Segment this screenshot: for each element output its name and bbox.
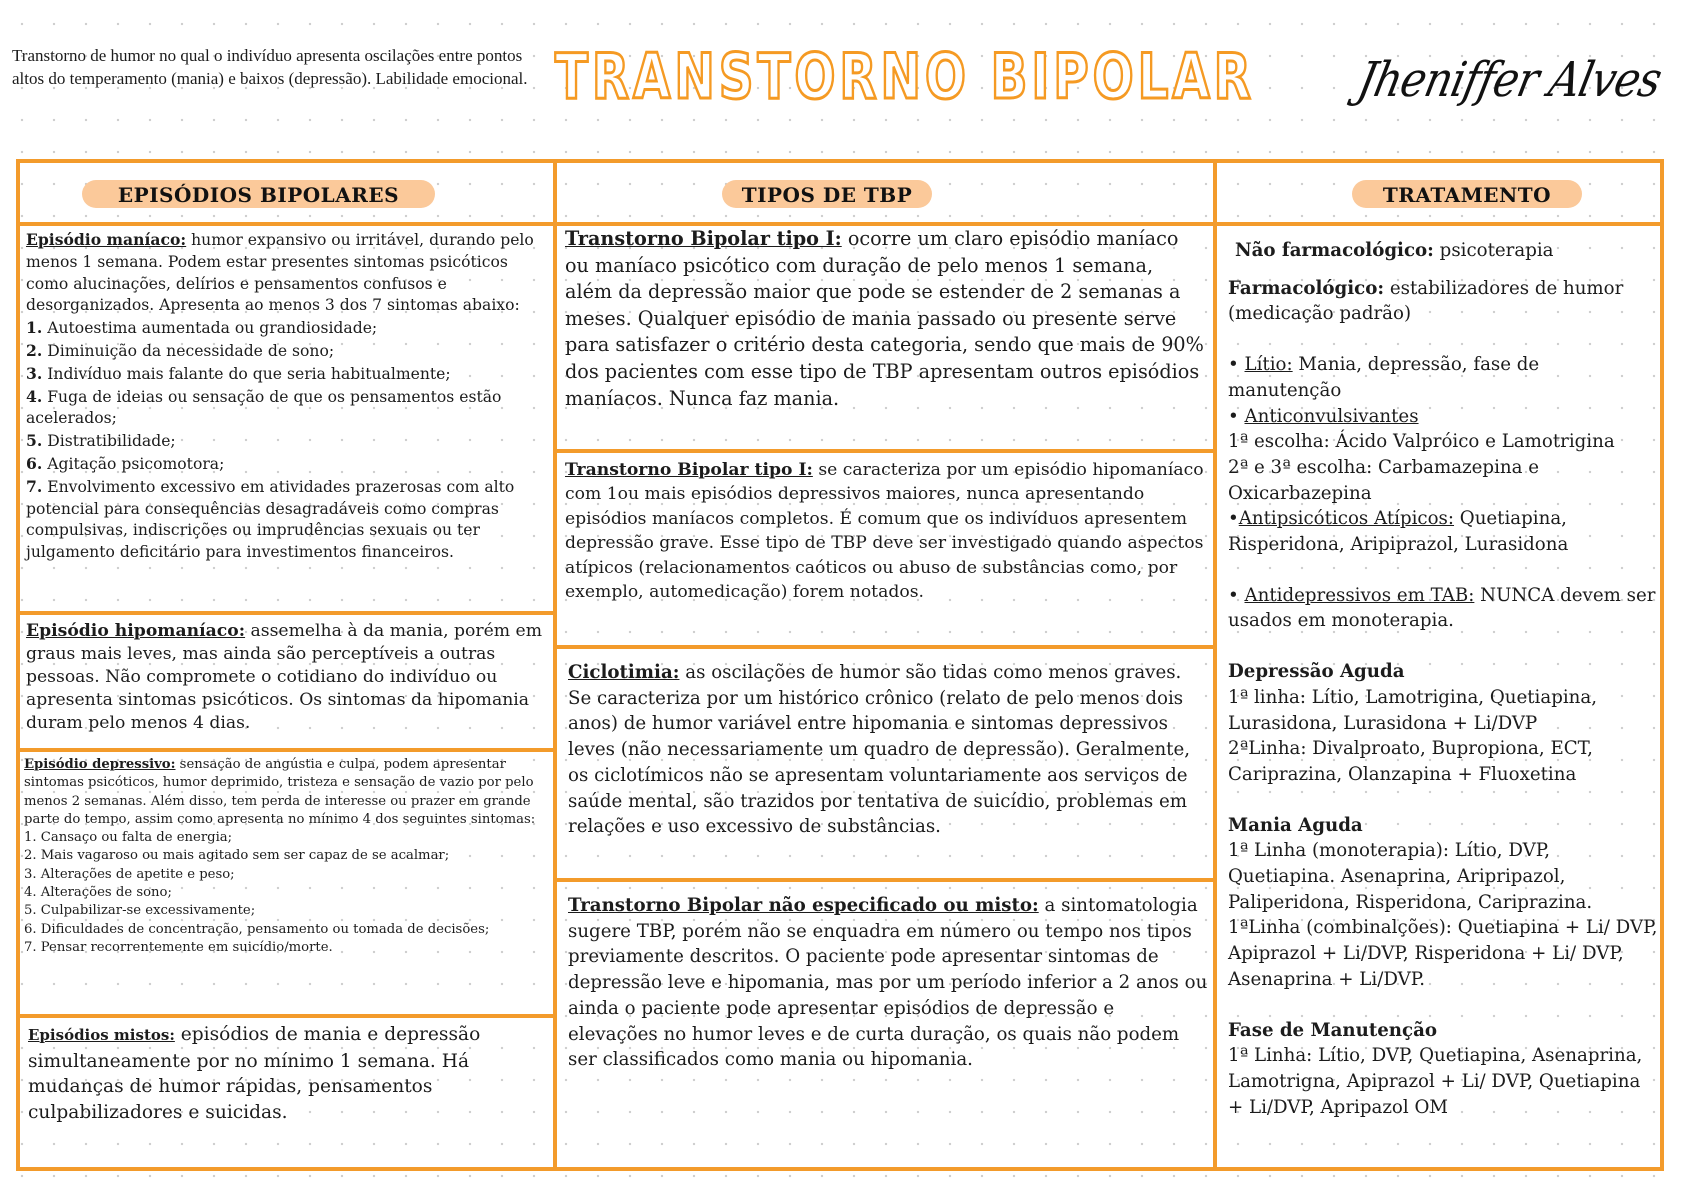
- episode-text: sensação de angústia e culpa, podem apresentar sintomas psicóticos, humor deprimido, tristeza e sensação de vazio por pelo menos 2 semanas. Além disso, tem perda de interesse ou prazer em grande parte do tempo, assim como apresenta no mínimo 4 dos seguintes sintomas:: [24, 757, 536, 827]
- episode-text: assemelha à da mania, porém em graus mais leves, mas ainda são perceptíveis a outras pessoas. Não compromete o cotidiano do indivíduo ou apresenta sintomas psicóticos. Os sintomas da hipomania duram pelo menos 4 dias.: [26, 621, 543, 733]
- list-number: 5.: [26, 431, 43, 451]
- subsection-title: Fase de Manutenção: [1228, 1019, 1438, 1041]
- list-number: 4.: [26, 386, 43, 406]
- treatment-line: 1ª linha: Lítio, Lamotrigina, Quetiapina, Lurasidona, Lurasidona + Li/DVP: [1228, 686, 1598, 734]
- drug-class-label: Anticonvulsivantes: [1244, 405, 1419, 427]
- episode-label: Episódio maníaco:: [26, 230, 187, 249]
- treatment-text: Mania, depressão, fase de manutenção: [1228, 354, 1540, 401]
- column-header-tratamento: TRATAMENTO: [1352, 180, 1582, 208]
- list-item: 4. Alterações de sono;: [24, 885, 172, 901]
- treatment-line: 1ª Linha (monoterapia): Lítio, DVP, Quetiapina. Asenaprina, Aripripazol, Paliperidona, Risperidona, Cariprazina.: [1228, 840, 1593, 913]
- column-divider: [553, 159, 557, 1171]
- episode-text: humor expansivo ou irritável, durando pelo menos 1 semana. Podem estar presentes sintomas psicóticos como alucinações, delírios e pensamentos confusos e desorganizados. Apresenta ao menos 3 dos 7 sintomas abaixo:: [26, 231, 534, 315]
- treatment-text: NUNCA devem ser usados em monoterapia.: [1228, 584, 1656, 632]
- list-item: Distratibilidade;: [42, 432, 176, 451]
- list-item: 6. Dificuldades de concentração, pensamento ou tomada de decisões;: [24, 921, 490, 937]
- list-item: Autoestima aumentada ou grandiosidade;: [42, 319, 378, 338]
- row-divider: [16, 611, 555, 615]
- row-divider: [553, 449, 1217, 453]
- episode-text: episódios de mania e depressão simultaneamente por no mínimo 1 semana. Há mudanças de humor rápidas, pensamentos culpabilizadores e suicidas.: [28, 1024, 481, 1123]
- list-item: 3. Alterações de apetite e peso;: [24, 866, 235, 882]
- list-item: 7. Pensar recorrentemente em suicídio/morte.: [24, 939, 333, 955]
- episode-depressive: [24, 756, 550, 957]
- episode-label: Episódios mistos:: [28, 1026, 175, 1044]
- drug-class-label: Antipsicóticos Atípicos:: [1238, 508, 1455, 530]
- column-header-tipos: TIPOS DE TBP: [722, 180, 932, 208]
- subsection-title: Mania Aguda: [1228, 814, 1363, 836]
- type-label: Ciclotimia:: [568, 662, 680, 683]
- subsection-title: Depressão Aguda: [1228, 661, 1405, 683]
- type-label: Transtorno Bipolar tipo I:: [565, 227, 842, 250]
- treatment-line: 1ª Linha: Lítio, DVP, Quetiapina, Asenaprina, Lamotrigna, Apiprazol + Li/ DVP, Quetiapina + Li/DVP, Apripazol OM: [1228, 1045, 1643, 1118]
- treatment-text: estabilizadores de humor (medicação padrão): [1228, 277, 1624, 325]
- type-text: as oscilações de humor são tidas como menos graves. Se caracteriza por um histórico crônico (relato de pelo menos dois anos) de humor variável entre hipomania e sintomas depressivos leves (não necessariamente um quadro de depressão). Geralmente, os ciclotímicos não se apresentam voluntariamente aos serviços de saúde mental, são trazidos por tentativa de suicídio, problemas em relações e uso excessivo de substâncias.: [568, 662, 1191, 838]
- list-item: 1. Cansaço ou falta de energia;: [24, 830, 233, 846]
- list-number: 3.: [26, 363, 43, 383]
- list-number: 7.: [26, 476, 43, 496]
- column-divider: [1213, 159, 1217, 1171]
- treatment-text: psicoterapia: [1433, 240, 1554, 261]
- list-item: Indivíduo mais falante do que seria habitualmente;: [42, 364, 451, 383]
- episode-label: Episódio depressivo:: [24, 757, 176, 772]
- drug-class-label: Antidepressivos em TAB:: [1244, 584, 1475, 606]
- type-unspecified: [568, 893, 1208, 1073]
- type-cyclothymia: [568, 660, 1208, 840]
- list-number: 1.: [26, 318, 43, 338]
- row-divider: [553, 645, 1217, 649]
- list-item: Agitação psicomotora;: [42, 454, 225, 473]
- treatment-line: 2ª e 3ª escolha: Carbamazepina e Oxicarbazepina: [1228, 456, 1539, 504]
- bullet: •: [1228, 584, 1245, 606]
- treatment-section: [1228, 238, 1658, 1120]
- type-text: a sintomatologia sugere TBP, porém não se enquadra em número ou tempo nos tipos previamente descritos. O paciente pode apresentar sintomas de depressão leve e hipomania, mas por um período inferior a 2 anos ou ainda o paciente pode apresentar episódios de depressão e elevações no humor leves e de curta duração, os quais não podem ser classificados como mania ou hipomania.: [568, 895, 1208, 1071]
- list-number: 6.: [26, 453, 43, 473]
- bullet: •: [1228, 354, 1245, 376]
- row-divider: [16, 748, 555, 752]
- list-item: 2. Mais vagaroso ou mais agitado sem ser capaz de se acalmar;: [24, 848, 450, 864]
- list-item: Envolvimento excessivo em atividades prazerosas com alto potencial para consequências desagradáveis como compras compulsivas, indiscrições ou imprudências sexuais ou ter julgamento deficitário para investimentos financeiros.: [26, 477, 515, 562]
- type-bipolar-2: [565, 458, 1207, 604]
- list-item: Fuga de ideias ou sensação de que os pensamentos estão acelerados;: [26, 387, 502, 428]
- bullet: •: [1228, 405, 1245, 427]
- treatment-label: Não farmacológico:: [1235, 240, 1434, 261]
- type-bipolar-1: [565, 226, 1205, 412]
- type-text: se caracteriza por um episódio hipomaníaco com 1ou mais episódios depressivos maiores, nunca apresentando episódios maníacos completos. É comum que os indivíduos apresentem depressão grave. Esse tipo de TBP deve ser investigado quando aspectos atípicos (relacionamentos caóticos ou abuso de substâncias como, por exemplo, automedicação) forem notados.: [565, 460, 1204, 603]
- page-title: TRANSTORNO BIPOLAR: [555, 40, 1255, 113]
- list-number: 2.: [26, 340, 43, 360]
- treatment-line: 2ªLinha: Divalproato, Bupropiona, ECT, Cariprazina, Olanzapina + Fluoxetina: [1228, 738, 1593, 785]
- column-header-episodios: EPISÓDIOS BIPOLARES: [82, 180, 435, 208]
- treatment-label: Farmacológico:: [1228, 277, 1385, 299]
- episode-label: Episódio hipomaníaco:: [26, 621, 246, 641]
- drug-class-label: Lítio:: [1244, 354, 1293, 376]
- list-item: 5. Culpabilizar-se excessivamente;: [24, 903, 256, 919]
- intro-text: Transtorno de humor no qual o indivíduo apresenta oscilações entre pontos altos do temperamento (mania) e baixos (depressão). Labilidade emocional.: [12, 46, 528, 88]
- row-divider: [16, 1014, 555, 1018]
- episode-mixed: [28, 1022, 548, 1125]
- list-item: Diminuição da necessidade de sono;: [42, 341, 335, 360]
- row-divider: [553, 878, 1217, 882]
- author-signature: Jheniffer Alves: [1353, 52, 1667, 108]
- type-label: Transtorno Bipolar tipo I:: [565, 460, 813, 480]
- type-text: ocorre um claro episódio maníaco ou maníaco psicótico com duração de pelo menos 1 semana, além da depressão maior que pode se estender de 2 semanas a meses. Qualquer episódio de mania passado ou presente serve para satisfazer o critério desta categoria, sendo que mais de 90% dos pacientes com esse tipo de TBP apresentam outros episódios maníacos. Nunca faz mania.: [565, 227, 1204, 410]
- episode-hypomaniac: [26, 620, 548, 735]
- treatment-text: Quetiapina, Risperidona, Aripiprazol, Lurasidona: [1228, 508, 1569, 556]
- treatment-line: 1ª escolha: Ácido Valpróico e Lamotrigina: [1228, 431, 1615, 453]
- bullet: •: [1228, 508, 1239, 530]
- episode-maniac: [26, 229, 548, 564]
- type-label: Transtorno Bipolar não especificado ou misto:: [568, 895, 1039, 916]
- treatment-line: 1ªLinha (combinalções): Quetiapina + Li/ DVP, Apiprazol + Li/DVP, Risperidona + Li/ DVP, Asenaprina + Li/DVP.: [1228, 917, 1658, 990]
